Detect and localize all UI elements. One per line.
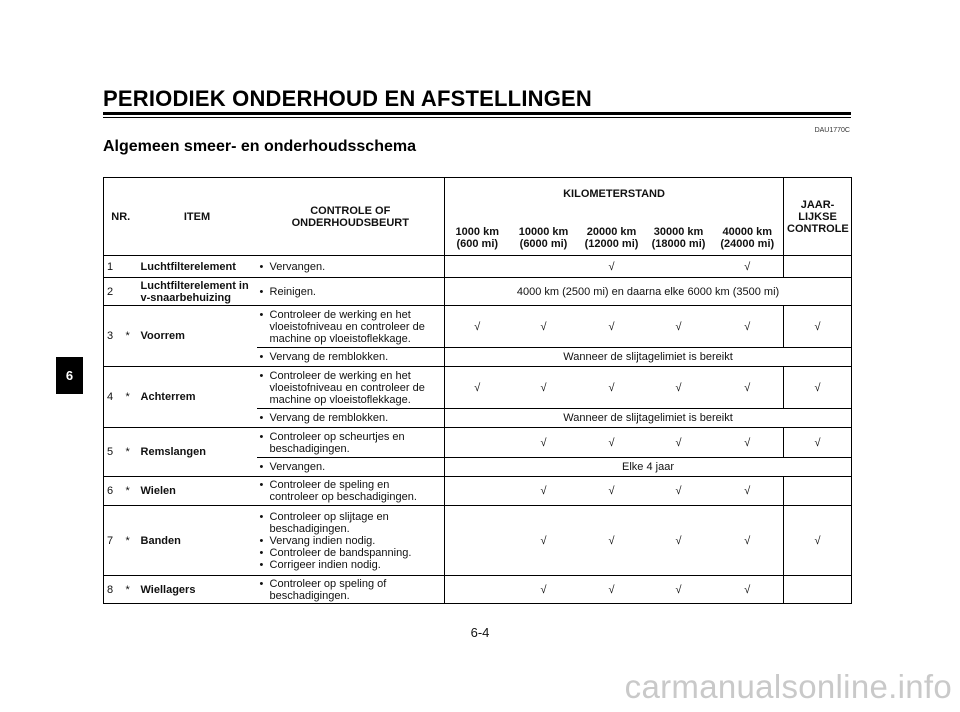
header-check-line2: ONDERHOUDSBEURT: [291, 216, 409, 229]
check-cell: √: [510, 576, 578, 604]
check-cell: √: [510, 506, 578, 576]
check-cell: √: [510, 428, 578, 458]
check-cell: √: [578, 576, 646, 604]
check-cell: [784, 477, 852, 506]
check-cell: √: [784, 306, 852, 348]
interval-note: 4000 km (2500 mi) en daarna elke 6000 km (3500 mi): [445, 278, 852, 306]
check-cell: √: [578, 256, 646, 278]
check-cell: [784, 576, 852, 604]
row-star: *: [123, 576, 138, 604]
row-number: 7: [104, 506, 123, 576]
action-text: Corrigeer indien nodig.: [269, 558, 381, 571]
check-cell: √: [445, 367, 510, 409]
check-cell: √: [712, 256, 784, 278]
row-star: [123, 278, 138, 306]
table-row: [104, 367, 852, 409]
check-cell: √: [646, 306, 712, 348]
action-text: Controleer op scheurtjes en beschadigingen.: [269, 430, 405, 455]
table-row: [104, 306, 852, 348]
check-cell: √: [578, 306, 646, 348]
title-rule-thick: [103, 112, 851, 115]
header-annual: [784, 178, 852, 256]
interval-note: Wanneer de slijtagelimiet is bereikt: [445, 409, 852, 428]
check-cell: [445, 506, 510, 576]
header-annual-line3: CONTROLE: [787, 222, 849, 235]
check-cell: √: [578, 477, 646, 506]
row-item: Wielen: [138, 477, 257, 506]
row-action: • Vervang de remblokken.: [257, 348, 445, 367]
interval-mi: (18000 mi): [651, 237, 706, 250]
action-text: Vervang de remblokken.: [269, 412, 389, 424]
interval-mi: (6000 mi): [519, 237, 568, 250]
row-star: [123, 256, 138, 278]
row-action: • Controleer de speling en controleer op beschadigingen.: [257, 477, 445, 506]
row-item: [138, 278, 257, 306]
action-text: Controleer op speling of beschadigingen.: [269, 577, 387, 602]
document-code: DAU1770C: [814, 127, 850, 134]
table-row: [104, 576, 852, 604]
action-text: Controleer op slijtage en beschadigingen.: [269, 510, 389, 535]
row-item: Wiellagers: [138, 576, 257, 604]
check-cell: √: [578, 506, 646, 576]
row-action: • Controleer op scheurtjes en beschadigingen.: [257, 428, 445, 458]
action-text: Controleer de speling en controleer op beschadigingen.: [269, 479, 417, 503]
check-cell: √: [646, 576, 712, 604]
check-cell: [784, 256, 852, 278]
header-annual-line1: JAAR-: [800, 198, 835, 211]
check-cell: √: [712, 576, 784, 604]
check-cell: [510, 256, 578, 278]
header-annual-line2: LIJKSE: [798, 210, 837, 223]
row-action: • Controleer de werking en het vloeistofniveau en controleer de machine op vloeistoflekkage.: [257, 306, 445, 348]
interval-mi: (24000 mi): [720, 237, 775, 250]
check-cell: √: [646, 428, 712, 458]
check-cell: √: [712, 367, 784, 409]
interval-mi: (12000 mi): [584, 237, 639, 250]
row-star: *: [123, 506, 138, 576]
header-odometer: KILOMETERSTAND: [445, 178, 784, 221]
row-number: 1: [104, 256, 123, 278]
action-text: Vervangen.: [269, 461, 326, 473]
check-cell: √: [510, 477, 578, 506]
header-check-line1: CONTROLE OF: [310, 204, 391, 217]
action-text: Reinigen.: [269, 285, 316, 298]
row-item: Luchtfilterelement: [138, 256, 257, 278]
check-cell: √: [646, 477, 712, 506]
table-row: [104, 506, 852, 576]
row-item-line1: Luchtfilterelement in: [140, 279, 249, 292]
watermark: carmanualsonline.info: [624, 668, 952, 705]
check-cell: √: [445, 306, 510, 348]
row-item: Voorrem: [138, 306, 257, 367]
table-row: [104, 256, 852, 278]
row-star: *: [123, 428, 138, 477]
row-number: 4: [104, 367, 123, 428]
row-number: 8: [104, 576, 123, 604]
check-cell: [646, 256, 712, 278]
header-interval-3: [578, 221, 646, 256]
row-action: • Vervangen.: [257, 256, 445, 278]
row-number: 2: [104, 278, 123, 306]
page-number: 6-4: [470, 625, 490, 640]
check-cell: √: [784, 506, 852, 576]
check-cell: √: [712, 306, 784, 348]
row-action: • Vervangen.: [257, 458, 445, 477]
action-text: Vervang indien nodig.: [269, 534, 376, 547]
check-cell: √: [784, 367, 852, 409]
check-cell: [445, 576, 510, 604]
interval-mi: (600 mi): [456, 237, 499, 250]
row-number: 5: [104, 428, 123, 477]
table-row: [104, 428, 852, 458]
title-rule-thin: [103, 117, 851, 118]
header-nr: NR.: [104, 178, 138, 256]
interval-km: 20000 km: [586, 225, 637, 238]
action-text: Vervang de remblokken.: [269, 351, 389, 363]
interval-km: 40000 km: [722, 225, 773, 238]
maintenance-schedule-table: [103, 177, 852, 604]
row-star: *: [123, 477, 138, 506]
check-cell: √: [646, 506, 712, 576]
check-cell: √: [712, 477, 784, 506]
row-number: 3: [104, 306, 123, 367]
interval-note: Wanneer de slijtagelimiet is bereikt: [445, 348, 852, 367]
row-action: • Controleer de werking en het vloeistofniveau en controleer de machine op vloeistoflekkage.: [257, 367, 445, 409]
row-item: Achterrem: [138, 367, 257, 428]
chapter-tab[interactable]: 6: [56, 357, 83, 394]
row-item: Banden: [138, 506, 257, 576]
row-star: *: [123, 306, 138, 367]
header-interval-1: [445, 221, 510, 256]
check-cell: √: [712, 506, 784, 576]
row-action: • Reinigen.: [257, 278, 445, 306]
interval-km: 30000 km: [653, 225, 704, 238]
check-cell: √: [578, 367, 646, 409]
row-action: • Vervang de remblokken.: [257, 409, 445, 428]
action-text: Controleer de werking en het vloeistofniveau en controleer de machine op vloeistoflekkage.: [269, 308, 425, 345]
interval-km: 1000 km: [455, 225, 499, 238]
check-cell: √: [510, 306, 578, 348]
row-action: • Controleer op speling of beschadigingen.: [257, 576, 445, 604]
header-interval-5: [712, 221, 784, 256]
table-row: [104, 477, 852, 506]
check-cell: [445, 477, 510, 506]
check-cell: √: [646, 367, 712, 409]
interval-km: 10000 km: [518, 225, 569, 238]
row-item: Remslangen: [138, 428, 257, 477]
check-cell: √: [784, 428, 852, 458]
check-cell: √: [510, 367, 578, 409]
row-number: 6: [104, 477, 123, 506]
section-title: Algemeen smeer- en onderhoudsschema: [103, 138, 416, 155]
page-title: PERIODIEK ONDERHOUD EN AFSTELLINGEN: [103, 86, 592, 111]
action-text: Vervangen.: [269, 260, 326, 273]
check-cell: √: [712, 428, 784, 458]
interval-note: Elke 4 jaar: [445, 458, 852, 477]
check-cell: [445, 428, 510, 458]
header-item: ITEM: [138, 178, 257, 256]
header-interval-4: [646, 221, 712, 256]
action-text: Controleer de bandspanning.: [269, 546, 412, 559]
action-text: Controleer de werking en het vloeistofniveau en controleer de machine op vloeistoflekkage.: [269, 369, 425, 406]
table-row: [104, 278, 852, 306]
header-interval-2: [510, 221, 578, 256]
check-cell: √: [578, 428, 646, 458]
row-star: *: [123, 367, 138, 428]
row-item-line2: v-snaarbehuizing: [140, 291, 231, 304]
check-cell: [445, 256, 510, 278]
row-action: • Controleer op slijtage en beschadigingen. • Vervang indien nodig. • Controleer de bandspanning. • Corrigeer indien nodig.: [257, 506, 445, 576]
header-check: [257, 178, 445, 256]
